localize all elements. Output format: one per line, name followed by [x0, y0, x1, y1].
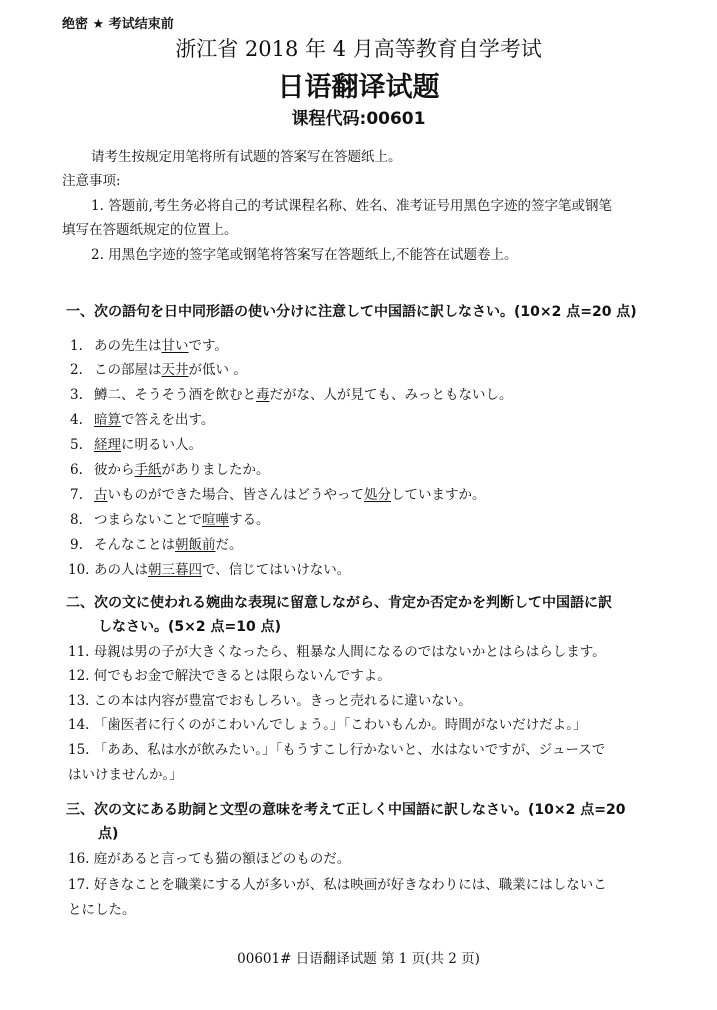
note-1-line-2: 填写在答题纸规定的位置上。	[62, 222, 238, 238]
question-1	[70, 337, 228, 355]
question-number: 9.	[70, 537, 83, 553]
question-text: していますか。	[391, 487, 486, 503]
question-8	[70, 511, 270, 529]
underlined-term: 処分	[364, 487, 391, 503]
question-text: 彼から	[94, 462, 135, 478]
question-number: 10.	[68, 562, 90, 578]
question-text: が低い 。	[188, 362, 247, 378]
question-number: 2.	[70, 362, 83, 378]
section-3-heading-line-2: 点)	[98, 826, 119, 842]
underlined-term: 朝飯前	[175, 537, 216, 553]
question-text: に明るい人。	[121, 437, 202, 453]
underlined-term: 喧嘩	[202, 512, 229, 528]
underlined-term: 朝三暮四	[148, 562, 202, 578]
question-number: 6.	[70, 462, 83, 478]
question-text: いものができた場合、皆さんはどうやって	[107, 487, 364, 503]
page-footer: 00601# 日语翻译试题 第 1 页(共 2 页)	[237, 951, 480, 967]
question-text: だ。	[215, 537, 243, 553]
question-17-line-2: とにした。	[68, 902, 136, 918]
question-17-line-1: 17. 好きなことを職業にする人が多いが、私は映画が好きなわりには、職業にはしないこ	[68, 877, 607, 893]
question-15-line-2: はいけませんか。」	[68, 767, 183, 783]
question-number: 3.	[70, 387, 83, 403]
section-1-heading: 一、次の語句を日中同形語の使い分けに注意して中国語に訳しなさい。(10×2 点=20 点)	[66, 304, 637, 320]
general-instruction: 请考生按规定用笔将所有试题的答案写在答题纸上。	[91, 149, 402, 165]
question-3	[70, 386, 513, 404]
section-2-heading-line-2: しなさい。(5×2 点=10 点)	[98, 619, 281, 635]
exam-title: 浙江省 2018 年 4 月高等教育自学考试	[175, 37, 542, 61]
question-text: あの人は	[94, 562, 148, 578]
question-14: 14. 「歯医者に行くのがこわいんでしょう。」「こわいもんか。時間がないだけだよ。」	[68, 717, 587, 733]
question-12: 12. 何でもお金で解決できるとは限らないんですよ。	[68, 668, 391, 684]
underlined-term: 甘い	[161, 338, 189, 354]
question-13: 13. この本は内容が豊富でおもしろい。きっと売れるに違いない。	[68, 693, 472, 709]
question-16: 16. 庭があると言っても猫の額ほどのものだ。	[68, 851, 351, 867]
question-5	[70, 436, 202, 454]
question-text: がありましたか。	[161, 462, 270, 478]
question-2	[70, 361, 247, 379]
question-text: で、信じてはいけない。	[202, 562, 351, 578]
question-number: 7.	[70, 487, 83, 503]
question-7	[70, 486, 486, 504]
question-text: で答えを出す。	[121, 412, 215, 428]
question-15-line-1: 15. 「ああ、私は水が飲みたい。」「もうすこし行かないと、水はないですが、ジュースで	[68, 742, 606, 758]
question-text: 鱒二、そうそう酒を飲むと	[94, 387, 256, 403]
question-9	[70, 536, 243, 554]
question-number: 1.	[70, 338, 83, 354]
underlined-term: 毒	[256, 387, 270, 403]
underlined-term: 天井	[161, 362, 189, 378]
underlined-term: 手紙	[134, 462, 162, 478]
notes-heading: 注意事项:	[62, 173, 121, 189]
question-text: する。	[229, 512, 270, 528]
question-text: あの先生は	[94, 338, 162, 354]
question-11: 11. 母親は男の子が大きくなったら、粗暴な人間になるのではないかとはらはらします。	[68, 644, 606, 660]
question-text: そんなことは	[94, 537, 175, 553]
question-text: この部屋は	[94, 362, 162, 378]
question-6	[70, 461, 270, 479]
question-text: つまらないことで	[94, 512, 202, 528]
section-3-heading-line-1: 三、次の文にある助詞と文型の意味を考えて正しく中国語に訳しなさい。(10×2 点=20	[66, 802, 626, 818]
underlined-term: 古	[94, 487, 108, 503]
subject-title: 日语翻译试题	[277, 72, 440, 103]
question-4	[70, 411, 214, 429]
question-number: 5.	[70, 437, 83, 453]
question-10	[68, 561, 350, 579]
section-2-heading-line-1: 二、次の文に使われる婉曲な表現に留意しながら、肯定か否定かを判断して中国語に訳	[66, 595, 612, 611]
confidential-label: 绝密 ★ 考试结束前	[62, 17, 174, 32]
underlined-term: 経理	[94, 437, 121, 453]
note-2: 2. 用黑色字迹的签字笔或钢笔将答案写在答题纸上,不能答在试题卷上。	[91, 247, 518, 263]
course-code: 课程代码:00601	[291, 109, 426, 129]
underlined-term: 暗算	[94, 412, 121, 428]
note-1-line-1: 1. 答题前,考生务必将自己的考试课程名称、姓名、准考证号用黑色字迹的签字笔或钢笔	[91, 198, 612, 214]
question-text: だがな、人が見ても、みっともないし。	[269, 387, 513, 403]
question-text: です。	[188, 338, 228, 354]
question-number: 8.	[70, 512, 83, 528]
question-number: 4.	[70, 412, 83, 428]
